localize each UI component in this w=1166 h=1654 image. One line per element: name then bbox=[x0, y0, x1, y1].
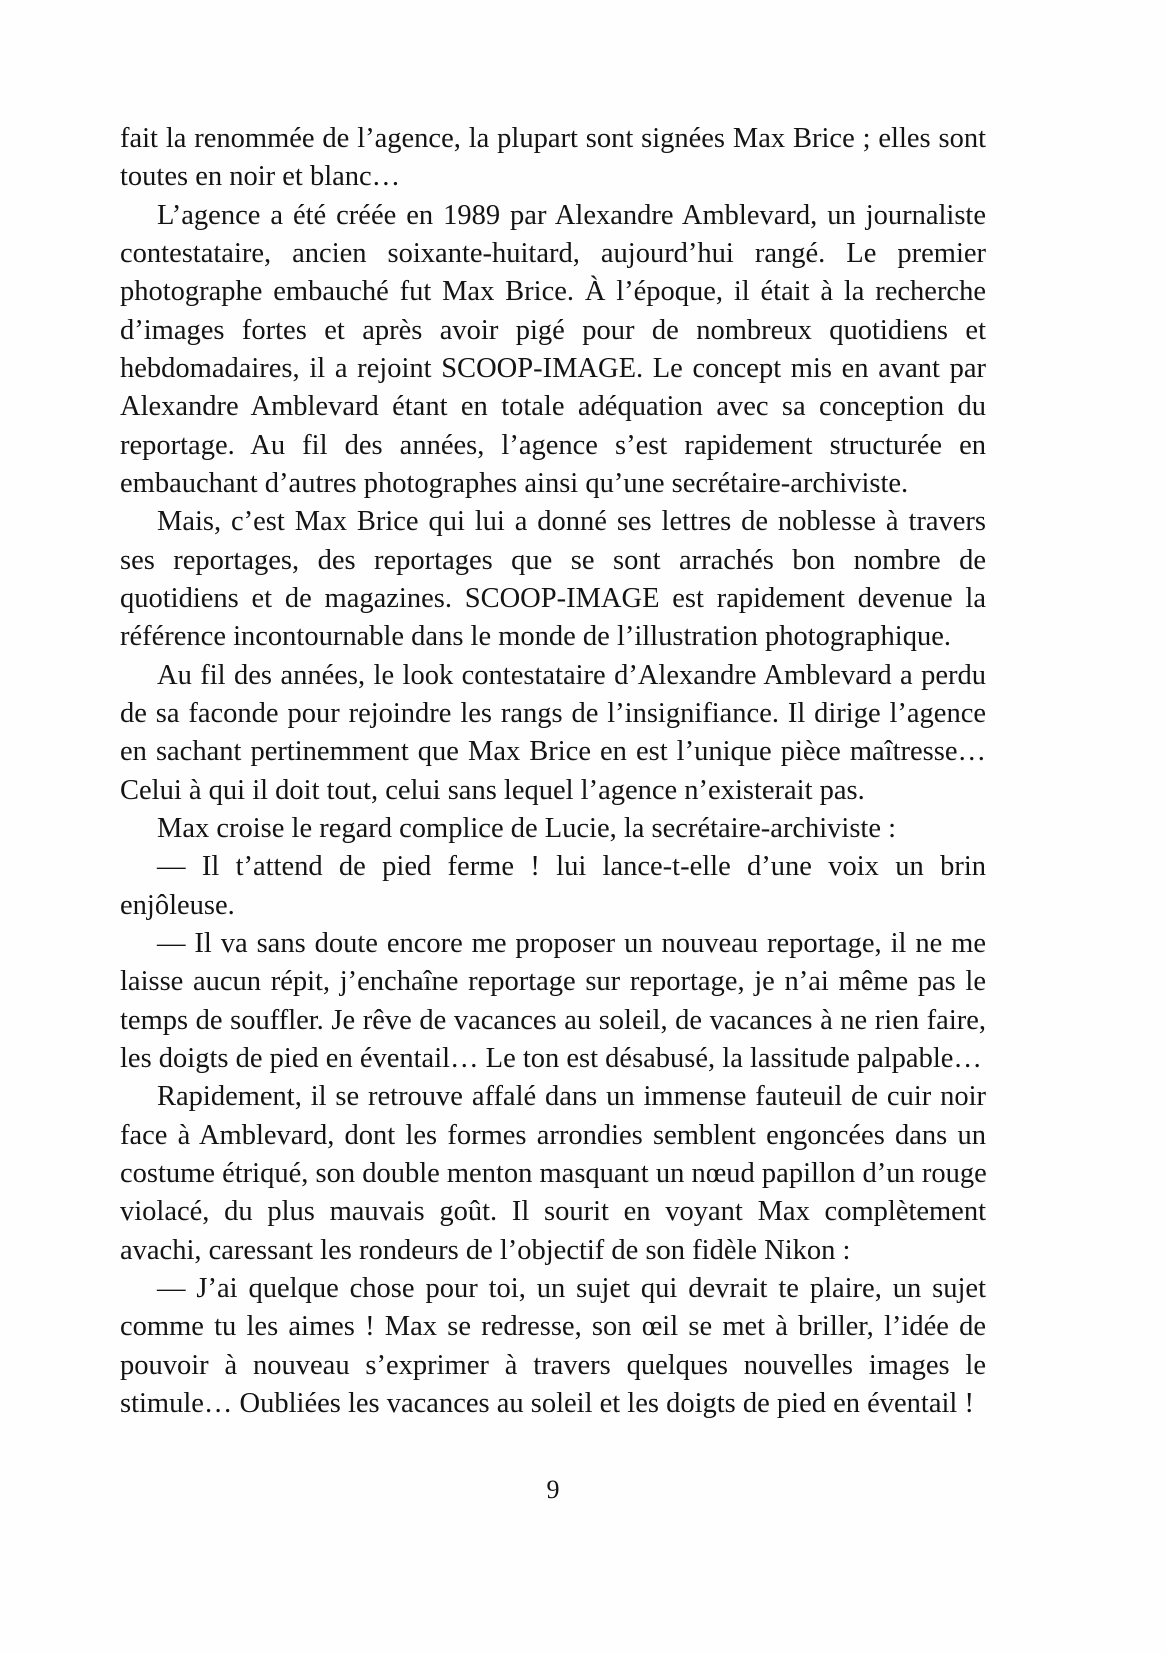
text-line: ses reportages, des reportages que se sont arrachés bon nombre de bbox=[120, 544, 986, 576]
paragraph bbox=[120, 1078, 986, 1270]
text-line: en sachant pertinemment que Max Brice en est l’unique pièce maîtresse… bbox=[120, 736, 986, 768]
text-line: — Il t’attend de pied ferme ! lui lance-t-elle d’une voix un brin bbox=[157, 851, 986, 883]
body-text bbox=[120, 120, 986, 1423]
text-line: avachi, caressant les rondeurs de l’objectif de son fidèle Nikon : bbox=[120, 1234, 851, 1266]
text-line: Rapidement, il se retrouve affalé dans un immense fauteuil de cuir noir bbox=[157, 1081, 986, 1113]
dialogue-paragraph bbox=[120, 925, 986, 1078]
text-line: fait la renommée de l’agence, la plupart sont signées Max Brice ; elles sont bbox=[120, 123, 986, 154]
text-line: contestataire, ancien soixante-huitard, aujourd’hui rangé. Le premier bbox=[120, 237, 986, 269]
text-line: laisse aucun répit, j’enchaîne reportage sur reportage, je n’ai même pas le bbox=[120, 966, 986, 998]
paragraph bbox=[120, 657, 986, 810]
page-number: 9 bbox=[546, 1475, 560, 1504]
dialogue-paragraph bbox=[120, 1270, 986, 1423]
text-line: d’images fortes et après avoir pigé pour de nombreux quotidiens et bbox=[120, 314, 986, 346]
text-line: Celui à qui il doit tout, celui sans lequel l’agence n’existerait pas. bbox=[120, 774, 865, 806]
paragraph bbox=[120, 503, 986, 656]
text-line: comme tu les aimes ! Max se redresse, son œil se met à briller, l’idée de bbox=[120, 1311, 986, 1343]
text-line: L’agence a été créée en 1989 par Alexandre Amblevard, un journaliste bbox=[157, 199, 986, 231]
text-line: costume étriqué, son double menton masquant un nœud papillon d’un rouge bbox=[120, 1157, 987, 1189]
dialogue-paragraph bbox=[120, 848, 986, 925]
text-line: stimule… Oubliées les vacances au soleil et les doigts de pied en éventail ! bbox=[120, 1387, 974, 1419]
text-line: violacé, du plus mauvais goût. Il sourit en voyant Max complètement bbox=[120, 1196, 986, 1228]
text-line: Mais, c’est Max Brice qui lui a donné ses lettres de noblesse à travers bbox=[157, 506, 986, 538]
text-line: enjôleuse. bbox=[120, 889, 235, 921]
text-line: reportage. Au fil des années, l’agence s’est rapidement structurée en bbox=[120, 429, 986, 461]
text-line: Au fil des années, le look contestataire d’Alexandre Amblevard a perdu bbox=[157, 659, 986, 691]
text-line: hebdomadaires, il a rejoint SCOOP-IMAGE. Le concept mis en avant par bbox=[120, 352, 986, 384]
paragraph bbox=[120, 197, 986, 504]
text-line: de sa faconde pour rejoindre les rangs de l’insignifiance. Il dirige l’agence bbox=[120, 697, 986, 729]
text-line: embauchant d’autres photographes ainsi qu’une secrétaire-archiviste. bbox=[120, 467, 909, 499]
text-line: Max croise le regard complice de Lucie, la secrétaire-archiviste : bbox=[157, 812, 897, 844]
text-line: référence incontournable dans le monde de l’illustration photographique. bbox=[120, 621, 951, 653]
text-line: Alexandre Amblevard étant en totale adéquation avec sa conception du bbox=[120, 391, 986, 423]
text-line: photographe embauché fut Max Brice. À l’époque, il était à la recherche bbox=[120, 276, 986, 308]
text-line: face à Amblevard, dont les formes arrondies semblent engoncées dans un bbox=[120, 1119, 986, 1151]
text-line: pouvoir à nouveau s’exprimer à travers quelques nouvelles images le bbox=[120, 1349, 986, 1381]
text-line: — J’ai quelque chose pour toi, un sujet qui devrait te plaire, un sujet bbox=[157, 1272, 986, 1304]
text-line: — Il va sans doute encore me proposer un nouveau reportage, il ne me bbox=[157, 927, 986, 959]
paragraph bbox=[120, 120, 986, 197]
text-line: les doigts de pied en éventail… Le ton est désabusé, la lassitude palpable… bbox=[120, 1042, 982, 1074]
text-line: quotidiens et de magazines. SCOOP-IMAGE est rapidement devenue la bbox=[120, 582, 986, 614]
text-line: toutes en noir et blanc… bbox=[120, 161, 401, 193]
text-line: temps de souffler. Je rêve de vacances au soleil, de vacances à ne rien faire, bbox=[120, 1004, 986, 1036]
paragraph bbox=[120, 810, 986, 848]
